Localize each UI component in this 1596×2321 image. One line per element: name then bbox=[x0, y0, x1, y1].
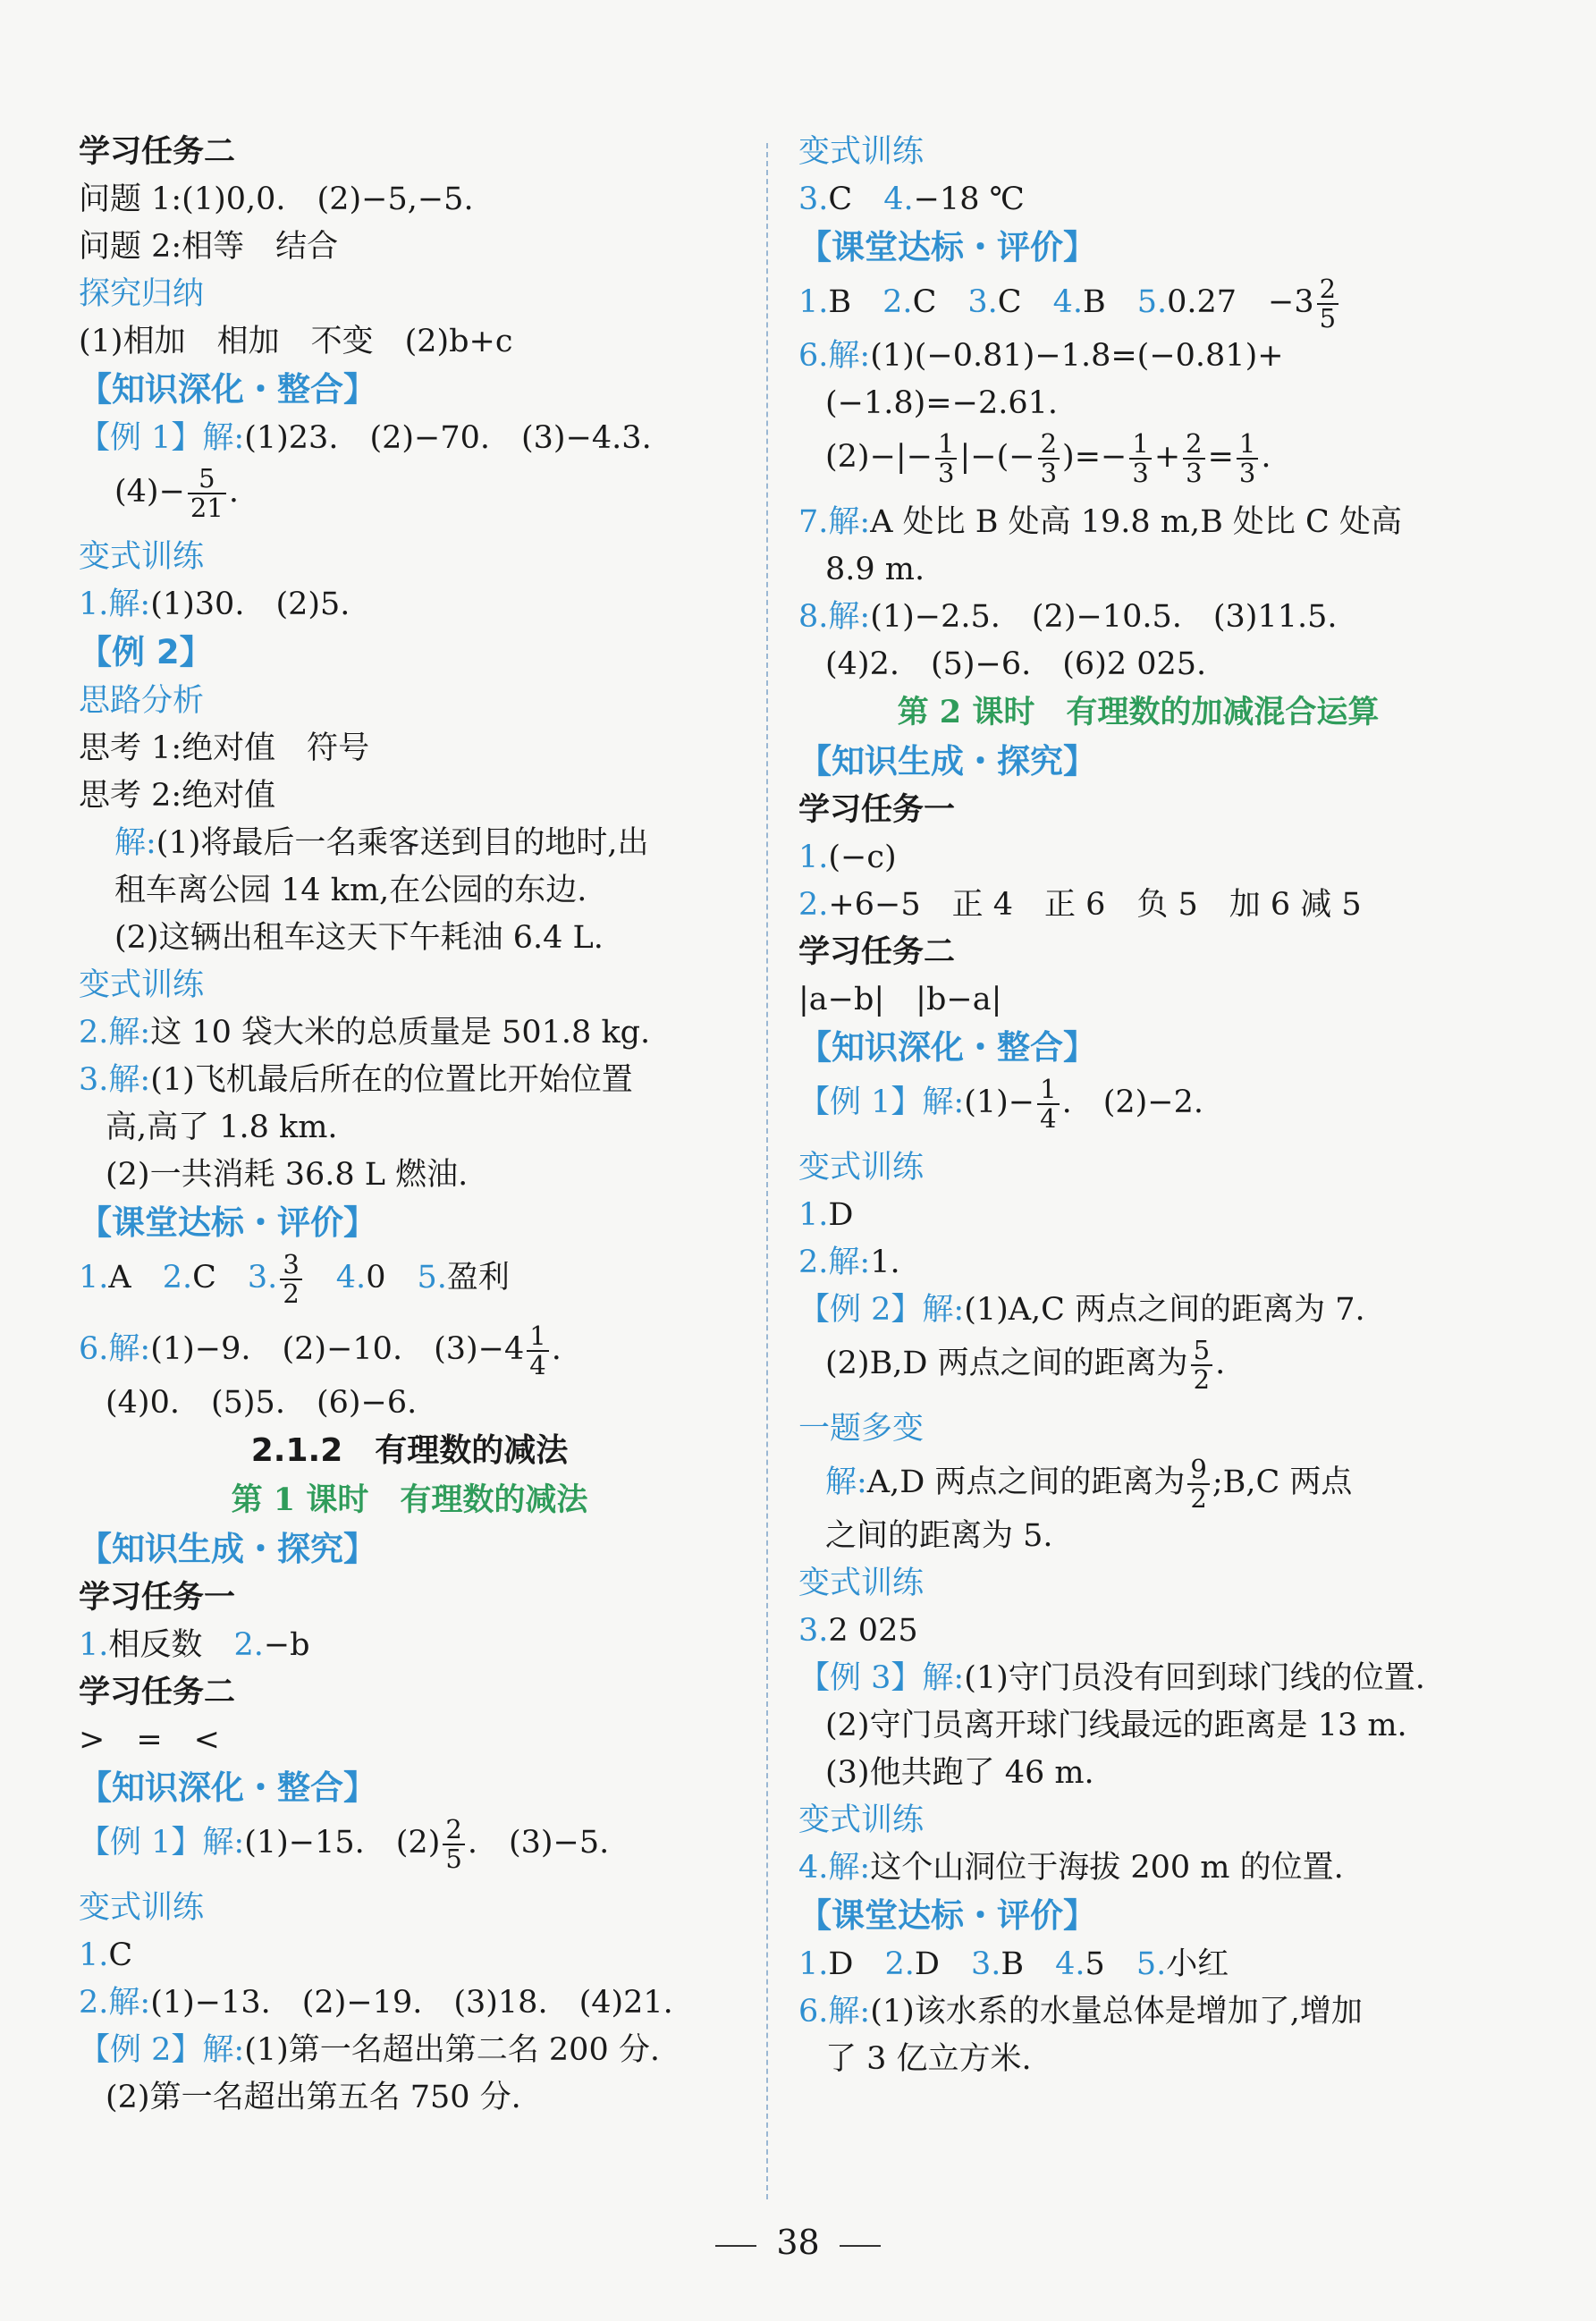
item-number: 6. bbox=[798, 1994, 829, 2030]
deepen-heading: 【知识深化・整合】 bbox=[79, 370, 376, 409]
eval6-line-b bbox=[798, 1994, 1478, 2030]
variant4-answer bbox=[79, 1937, 740, 1973]
denominator: 3 bbox=[1237, 458, 1258, 487]
example1-line bbox=[798, 1067, 1478, 1138]
eval-heading: 【课堂达标・评价】 bbox=[798, 228, 1096, 266]
item-number: 2. bbox=[798, 1245, 829, 1280]
example-tag: 【例 3】 bbox=[798, 1660, 923, 1696]
answer-text: (2)B,D 两点之间的距离为 bbox=[825, 1346, 1188, 1381]
denominator: 2 bbox=[280, 1279, 301, 1308]
variant-heading: 变式训练 bbox=[798, 134, 925, 170]
deepen-example2-2: (2)第一名超出第五名 750 分. bbox=[106, 2080, 521, 2115]
answer-text: D bbox=[914, 1946, 940, 1982]
variant-heading: 变式训练 bbox=[79, 1890, 205, 1926]
item-number: 1. bbox=[798, 1946, 829, 1982]
answer-text: |−(− bbox=[959, 439, 1035, 475]
denominator: 3 bbox=[1129, 458, 1151, 487]
column-divider bbox=[766, 143, 768, 2199]
eval8-line-2: (4)2. (5)−6. (6)2 025. bbox=[825, 646, 1207, 682]
fraction bbox=[1237, 427, 1258, 488]
variant3-answer-cont: 高,高了 1.8 km. bbox=[106, 1110, 338, 1145]
answer-text: (1)30. (2)5. bbox=[150, 587, 350, 622]
eval6-line-2: (4)0. (5)5. (6)−6. bbox=[106, 1385, 418, 1421]
lesson1-title: 第 1 课时 有理数的减法 bbox=[231, 1481, 588, 1518]
answer-text: (1)守门员没有回到球门线的位置. bbox=[964, 1660, 1425, 1696]
task1-answer-1 bbox=[798, 840, 1478, 875]
solution-label: 解: bbox=[828, 1850, 871, 1886]
explore-heading: 探究归纳 bbox=[79, 276, 205, 312]
item-number: 3. bbox=[970, 1946, 1001, 1982]
numerator: 3 bbox=[283, 1248, 300, 1279]
item-number: 6. bbox=[79, 1331, 109, 1367]
fraction bbox=[1183, 427, 1204, 488]
item-number: 1. bbox=[798, 284, 829, 320]
answer-text: 0 bbox=[366, 1260, 386, 1296]
eval-heading: 【课堂达标・评价】 bbox=[798, 1896, 1096, 1935]
answer-text: 相反数 bbox=[108, 1627, 203, 1663]
eval6-line bbox=[79, 1313, 740, 1385]
solution-label: 解: bbox=[108, 1015, 151, 1051]
answer-text: (1)−15. (2) bbox=[244, 1825, 441, 1861]
fraction bbox=[527, 1322, 548, 1380]
item-number: 4. bbox=[1055, 1946, 1085, 1982]
item-number: 1. bbox=[79, 1260, 109, 1296]
answer-text: (1)该水系的水量总体是增加了,增加 bbox=[870, 1994, 1363, 2030]
example2-line bbox=[798, 1292, 1478, 1328]
variant3-answer-2: (2)一共消耗 36.8 L 燃油. bbox=[106, 1157, 469, 1193]
fraction bbox=[280, 1248, 301, 1309]
eval6-line bbox=[798, 338, 1478, 374]
numerator: 1 bbox=[1132, 427, 1149, 459]
page-number-text: 38 bbox=[776, 2223, 820, 2262]
numerator: 2 bbox=[1186, 427, 1203, 459]
answer-text: D bbox=[828, 1197, 854, 1233]
eval6-line-3 bbox=[798, 421, 1478, 493]
answer-text: . bbox=[1261, 439, 1271, 475]
task2-heading: 学习任务二 bbox=[79, 134, 236, 170]
gen-heading: 【知识生成・探究】 bbox=[79, 1530, 376, 1568]
answer-text: −18 ℃ bbox=[913, 181, 1025, 217]
answer-text: (1)23. (2)−70. (3)−4.3. bbox=[244, 420, 652, 456]
item-number: 1. bbox=[79, 1937, 109, 1973]
example-tag: 【例 1】 bbox=[79, 420, 203, 456]
task2-heading: 学习任务二 bbox=[798, 934, 956, 970]
answer-text: (1)将最后一名乘客送到目的地时,出 bbox=[156, 825, 649, 861]
item-number: 3. bbox=[247, 1260, 278, 1296]
eval6-line-b-2: 了 3 亿立方米. bbox=[825, 2041, 1032, 2077]
variant3-answer bbox=[79, 1062, 740, 1098]
fraction bbox=[935, 427, 957, 488]
numerator: 1 bbox=[1238, 427, 1256, 459]
item-number: 8. bbox=[798, 599, 829, 635]
numerator: 9 bbox=[1190, 1453, 1207, 1484]
task1-heading: 学习任务一 bbox=[79, 1580, 236, 1616]
item-number: 1. bbox=[79, 1627, 109, 1663]
answer-text: 小红 bbox=[1166, 1946, 1229, 1982]
item-number: 1. bbox=[798, 1197, 829, 1233]
solution-label: 解: bbox=[825, 1464, 867, 1500]
task1-answers bbox=[79, 1627, 740, 1663]
numerator: 1 bbox=[529, 1320, 546, 1351]
solution-label: 解: bbox=[922, 1085, 965, 1120]
page-dash bbox=[840, 2245, 881, 2247]
solution-label: 解: bbox=[114, 825, 156, 861]
think2-line: 思考 2:绝对值 bbox=[79, 778, 276, 814]
denominator: 5 bbox=[443, 1844, 464, 1873]
lesson2-title: 第 2 课时 有理数的加减混合运算 bbox=[897, 694, 1380, 730]
multi-heading: 一题多变 bbox=[798, 1411, 925, 1447]
item-number: 2. bbox=[882, 284, 913, 320]
item-number: 1. bbox=[798, 840, 829, 875]
answer-text: C bbox=[192, 1260, 216, 1296]
fraction bbox=[188, 462, 226, 523]
item-number: 3. bbox=[967, 284, 998, 320]
eval-heading: 【课堂达标・评价】 bbox=[79, 1203, 376, 1242]
fraction bbox=[1317, 275, 1338, 333]
example3-line bbox=[798, 1660, 1478, 1696]
example2-heading: 【例 2】 bbox=[79, 633, 213, 671]
answer-text: 这 10 袋大米的总质量是 501.8 kg. bbox=[150, 1015, 651, 1051]
solution-label: 解: bbox=[828, 338, 871, 374]
answer-text: (1)−9. (2)−10. (3)−4 bbox=[150, 1331, 525, 1367]
variant5-answer bbox=[79, 1985, 740, 2021]
task2-heading: 学习任务二 bbox=[79, 1675, 236, 1710]
chapter-title: 2.1.2 有理数的减法 bbox=[250, 1432, 569, 1469]
answer-text: A 处比 B 处高 19.8 m,B 处比 C 处高 bbox=[870, 504, 1402, 540]
solution-label: 解: bbox=[922, 1660, 965, 1696]
numerator: 5 bbox=[1193, 1334, 1211, 1365]
answer-text: A,D 两点之间的距离为 bbox=[866, 1464, 1186, 1500]
item-number: 4. bbox=[335, 1260, 367, 1296]
item-number: 5. bbox=[1136, 1946, 1167, 1982]
item-number: 5. bbox=[1136, 284, 1168, 320]
solution-label: 解: bbox=[108, 1985, 151, 2021]
variant1-answer bbox=[798, 1197, 1478, 1233]
denominator: 4 bbox=[1037, 1103, 1059, 1133]
item-number: 2. bbox=[79, 1015, 109, 1051]
fraction bbox=[1129, 427, 1151, 488]
variant2-answer bbox=[79, 1015, 740, 1051]
numerator: 5 bbox=[198, 462, 215, 494]
answer-text: C bbox=[108, 1937, 133, 1973]
denominator: 3 bbox=[1038, 458, 1060, 487]
q2-line: 问题 2:相等 结合 bbox=[79, 229, 339, 265]
numerator: 1 bbox=[938, 427, 955, 459]
solution-label: 解: bbox=[202, 420, 245, 456]
answer-text: (1)−13. (2)−19. (3)18. (4)21. bbox=[150, 1985, 673, 2021]
task1-answer-2 bbox=[798, 887, 1478, 923]
task2-answer: > = < bbox=[79, 1722, 220, 1758]
variant-heading: 变式训练 bbox=[798, 1150, 925, 1186]
answer-text: (1)−2.5. (2)−10.5. (3)11.5. bbox=[870, 599, 1338, 635]
answer-text: A bbox=[108, 1260, 131, 1296]
example3-line-3: (3)他共跑了 46 m. bbox=[825, 1755, 1094, 1791]
solution-label: 解: bbox=[828, 504, 871, 540]
fraction bbox=[1187, 1453, 1209, 1514]
variant-heading: 变式训练 bbox=[79, 539, 205, 575]
fraction bbox=[1037, 1073, 1059, 1134]
item-number: 3. bbox=[79, 1062, 109, 1098]
gen-heading: 【知识生成・探究】 bbox=[798, 742, 1096, 781]
denominator: 3 bbox=[1183, 458, 1204, 487]
deepen-heading: 【知识深化・整合】 bbox=[798, 1028, 1096, 1067]
q1-line: 问题 1:(1)0,0. (2)−5,−5. bbox=[79, 181, 474, 217]
example3-line-2: (2)守门员离开球门线最远的距离是 13 m. bbox=[825, 1708, 1407, 1743]
denominator: 3 bbox=[935, 458, 957, 487]
variant3-answer bbox=[798, 1613, 1478, 1649]
numerator: 2 bbox=[445, 1813, 462, 1844]
variant4-answer bbox=[798, 1850, 1478, 1886]
solution-label: 解: bbox=[108, 587, 151, 622]
answer-text: D bbox=[828, 1946, 854, 1982]
fraction bbox=[1191, 1334, 1212, 1395]
analysis-heading: 思路分析 bbox=[79, 683, 205, 719]
variant-heading: 变式训练 bbox=[79, 967, 205, 1003]
left-column bbox=[79, 134, 740, 2115]
answer-text: (1)A,C 两点之间的距离为 7. bbox=[964, 1292, 1365, 1328]
example2-line-2 bbox=[798, 1328, 1478, 1399]
eval-answers-2 bbox=[798, 1946, 1478, 1982]
solution-label: 解: bbox=[828, 1994, 871, 2030]
answer-text: 盈利 bbox=[446, 1260, 510, 1296]
answer-text: . bbox=[228, 474, 239, 510]
solution-label: 解: bbox=[202, 1825, 245, 1861]
eval7-line bbox=[798, 504, 1478, 540]
example-tag: 【例 2】 bbox=[79, 2032, 203, 2068]
denominator: 21 bbox=[188, 493, 226, 522]
eval8-line bbox=[798, 599, 1478, 635]
example2-solution-cont: 租车离公园 14 km,在公园的东边. bbox=[114, 873, 587, 908]
denominator: 4 bbox=[527, 1350, 548, 1380]
item-number: 5. bbox=[417, 1260, 447, 1296]
item-number: 3. bbox=[798, 1613, 829, 1649]
example-tag: 【例 1】 bbox=[798, 1085, 923, 1120]
example-tag: 【例 1】 bbox=[79, 1825, 203, 1861]
variant2-answer bbox=[798, 1245, 1478, 1280]
solution-label: 解: bbox=[828, 1245, 871, 1280]
item-number: 1. bbox=[79, 587, 109, 622]
variant1-answer bbox=[79, 587, 740, 622]
think1-line: 思考 1:绝对值 符号 bbox=[79, 730, 370, 766]
item-number: 4. bbox=[798, 1850, 829, 1886]
answer-text: (1)飞机最后所在的位置比开始位置 bbox=[150, 1062, 633, 1098]
example-tag: 【例 2】 bbox=[798, 1292, 923, 1328]
solution-label: 解: bbox=[922, 1292, 965, 1328]
item-number: 4. bbox=[1052, 284, 1083, 320]
answer-text: 1. bbox=[870, 1245, 900, 1280]
numerator: 1 bbox=[1040, 1073, 1057, 1104]
right-column bbox=[798, 134, 1478, 2077]
answer-text: B bbox=[1001, 1946, 1025, 1982]
item-number: 3. bbox=[798, 181, 829, 217]
answer-text: = bbox=[1207, 439, 1234, 475]
answer-text: C bbox=[997, 284, 1022, 320]
example1-line bbox=[79, 420, 740, 456]
denominator: 2 bbox=[1187, 1483, 1209, 1513]
eval-answers bbox=[798, 266, 1478, 338]
item-number: 6. bbox=[798, 338, 829, 374]
answer-text: +6−5 正 4 正 6 负 5 加 6 减 5 bbox=[828, 887, 1362, 923]
answer-text: 0.27 −3 bbox=[1167, 284, 1314, 320]
answer-text: . (3)−5. bbox=[467, 1825, 610, 1861]
item-number: 2. bbox=[162, 1260, 193, 1296]
deepen-example1 bbox=[79, 1807, 740, 1878]
variant-heading: 变式训练 bbox=[798, 1802, 925, 1838]
answer-text: + bbox=[1153, 439, 1181, 475]
page-number bbox=[0, 2223, 1596, 2262]
answer-text: B bbox=[1082, 284, 1106, 320]
answer-text: . bbox=[551, 1331, 562, 1367]
answer-text: (4)− bbox=[114, 474, 185, 510]
answer-text: C bbox=[828, 181, 853, 217]
item-number: 2. bbox=[79, 1985, 109, 2021]
task2-answer: |a−b| |b−a| bbox=[798, 982, 1002, 1017]
example2-solution bbox=[79, 825, 740, 861]
task1-heading: 学习任务一 bbox=[798, 792, 956, 828]
answer-text: C bbox=[912, 284, 937, 320]
eval-answers bbox=[79, 1242, 740, 1313]
deepen-example2 bbox=[79, 2032, 740, 2068]
answer-text: . (2)−2. bbox=[1061, 1085, 1203, 1120]
item-number: 7. bbox=[798, 504, 829, 540]
eval7-line-2: 8.9 m. bbox=[825, 552, 925, 587]
explore-answer: (1)相加 相加 不变 (2)b+c bbox=[79, 324, 513, 359]
denominator: 5 bbox=[1317, 303, 1338, 333]
item-number: 2. bbox=[233, 1627, 264, 1663]
eval6-line-2: (−1.8)=−2.61. bbox=[825, 385, 1059, 421]
numerator: 2 bbox=[1319, 273, 1337, 304]
denominator: 2 bbox=[1191, 1364, 1212, 1394]
solution-label: 解: bbox=[108, 1331, 151, 1367]
answer-text: 5 bbox=[1085, 1946, 1105, 1982]
example2-solution-2: (2)这辆出租车这天下午耗油 6.4 L. bbox=[114, 920, 604, 956]
multi-solution-2: 之间的距离为 5. bbox=[825, 1518, 1053, 1554]
item-number: 2. bbox=[798, 887, 829, 923]
variant-top-answers bbox=[798, 181, 1478, 217]
solution-label: 解: bbox=[828, 599, 871, 635]
answer-text: (1)− bbox=[964, 1085, 1035, 1120]
answer-text: B bbox=[828, 284, 852, 320]
numerator: 2 bbox=[1040, 427, 1058, 459]
example1-part4 bbox=[79, 456, 740, 528]
solution-label: 解: bbox=[108, 1062, 151, 1098]
deepen-heading: 【知识深化・整合】 bbox=[79, 1768, 376, 1807]
item-number: 4. bbox=[883, 181, 914, 217]
answer-text: )=− bbox=[1062, 439, 1127, 475]
fraction bbox=[443, 1813, 464, 1874]
answer-text: (−c) bbox=[828, 840, 897, 875]
answer-text: −b bbox=[263, 1627, 310, 1663]
item-number: 2. bbox=[884, 1946, 915, 1982]
answer-text: (1)(−0.81)−1.8=(−0.81)+ bbox=[870, 338, 1284, 374]
answer-text: (1)第一名超出第二名 200 分. bbox=[244, 2032, 660, 2068]
answer-text: ;B,C 两点 bbox=[1212, 1464, 1353, 1500]
multi-solution bbox=[798, 1447, 1478, 1518]
answer-text: 这个山洞位于海拔 200 m 的位置. bbox=[870, 1850, 1344, 1886]
solution-label: 解: bbox=[202, 2032, 245, 2068]
answer-text: . bbox=[1215, 1346, 1226, 1381]
answer-text: 2 025 bbox=[828, 1613, 918, 1649]
variant-heading: 变式训练 bbox=[798, 1566, 925, 1601]
answer-text: (2)−|− bbox=[825, 439, 933, 475]
page-dash bbox=[715, 2245, 756, 2247]
fraction bbox=[1038, 427, 1060, 488]
